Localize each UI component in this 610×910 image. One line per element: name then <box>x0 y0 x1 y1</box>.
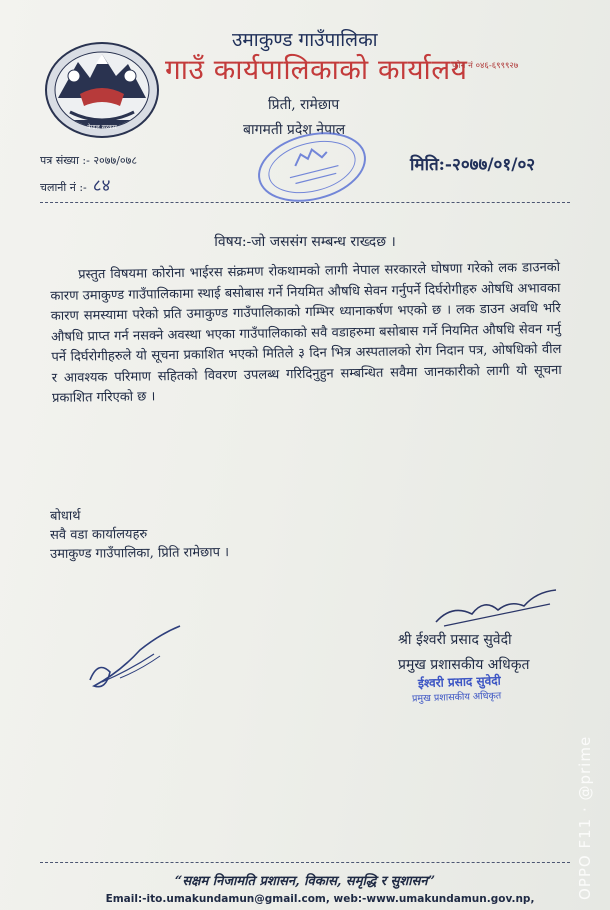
letter-date: मिति:-२०७७/०१/०२ <box>410 155 536 175</box>
cc-line-2: उमाकुण्ड गाउँपालिका, प्रिति रामेछाप । <box>50 545 230 562</box>
camera-watermark: OPPO F11 · @prime <box>576 735 594 900</box>
dispatch-number-value: ८४ <box>92 176 111 196</box>
dispatch-number-label: चलानी नं :- <box>40 181 87 194</box>
letterhead-province: बागमती प्रदेश नेपाल <box>243 122 346 138</box>
dispatch-number <box>40 173 110 196</box>
footer-contact: Email:-ito.umakundamun@gmail.com, web:-www.umakundamun.gov.np, <box>105 893 535 905</box>
signer-name: श्री ईश्वरी प्रसाद सुवेदी <box>398 632 512 648</box>
letterhead-municipality: उमाकुण्ड गाउँपालिका <box>232 29 378 51</box>
signature-icon <box>432 586 562 632</box>
letter-body: प्रस्तुत विषयमा कोरोना भाईरस संक्रमण रोकथामको लागी नेपाल सरकारले घोषणा गरेको लक डाउनको कारण उमाकुण्ड गाउँपालिकामा स्थाई बसोबास गर्ने नियमित औषधि सेवन गर्नुपर्ने दिर्घरोगीहरु ओषधि अभावका कारण समस्यामा परेको प्रति उमाकुण्ड गाउँपालिकाको गम्भिर ध्यानाकर्षण भएको छ । लक डाउन अवधि भरि औषधि प्राप्त गर्न नसक्ने अवस्था भएका गाउँपालिकाको सवै वडाहरुमा बसोबास गर्ने नियमित औषधि सेवन गर्नु पर्ने दिर्घरोगीहरुले यो सूचना प्रकाशित भएको मितिले ३ दिन भित्र अस्पतालको रोग निदान पत्र, ओषधिको वील र आवश्यक परिमाण सहितको विवरण उपलब्ध गरिदिनुहुन सम्बन्धित सवैमा जानकारीको लागी यो सूचना प्रकाशित गरिएको छ । <box>50 259 562 406</box>
cc-line-1: सवै वडा कार्यालयहरु <box>50 526 148 543</box>
header-divider <box>40 202 570 203</box>
letterhead-location: प्रिती, रामेछाप <box>268 97 340 113</box>
footer-motto: “सक्षम निजामति प्रशासन, विकास, समृद्धि र सुशासन” <box>174 874 436 889</box>
letterhead-office: गाउँ कार्यपालिकाको कार्यालय <box>165 53 468 86</box>
signer-title: प्रमुख प्रशासकीय अधिकृत <box>398 657 530 673</box>
initial-signature-icon <box>80 620 190 700</box>
government-emblem-icon <box>40 32 164 142</box>
letter-subject: विषय:-जो जससंग सम्बन्ध राख्दछ । <box>214 234 396 250</box>
cc-heading: बोधार्थ <box>50 508 81 524</box>
letter-reference-number: पत्र संख्या :- २०७७/०७८ <box>40 154 138 167</box>
signer-stamp-name: ईश्वरी प्रसाद सुवेदी <box>417 673 501 691</box>
signer-stamp-title: प्रमुख प्रशासकीय अधिकृत <box>411 690 502 705</box>
letterhead-phone: फोन नं ०४६-६९९९२७ <box>452 61 519 71</box>
svg-text:नेपाल सरकार: नेपाल सरकार <box>87 124 117 131</box>
footer-divider <box>40 862 570 863</box>
office-stamp-icon <box>252 128 372 206</box>
